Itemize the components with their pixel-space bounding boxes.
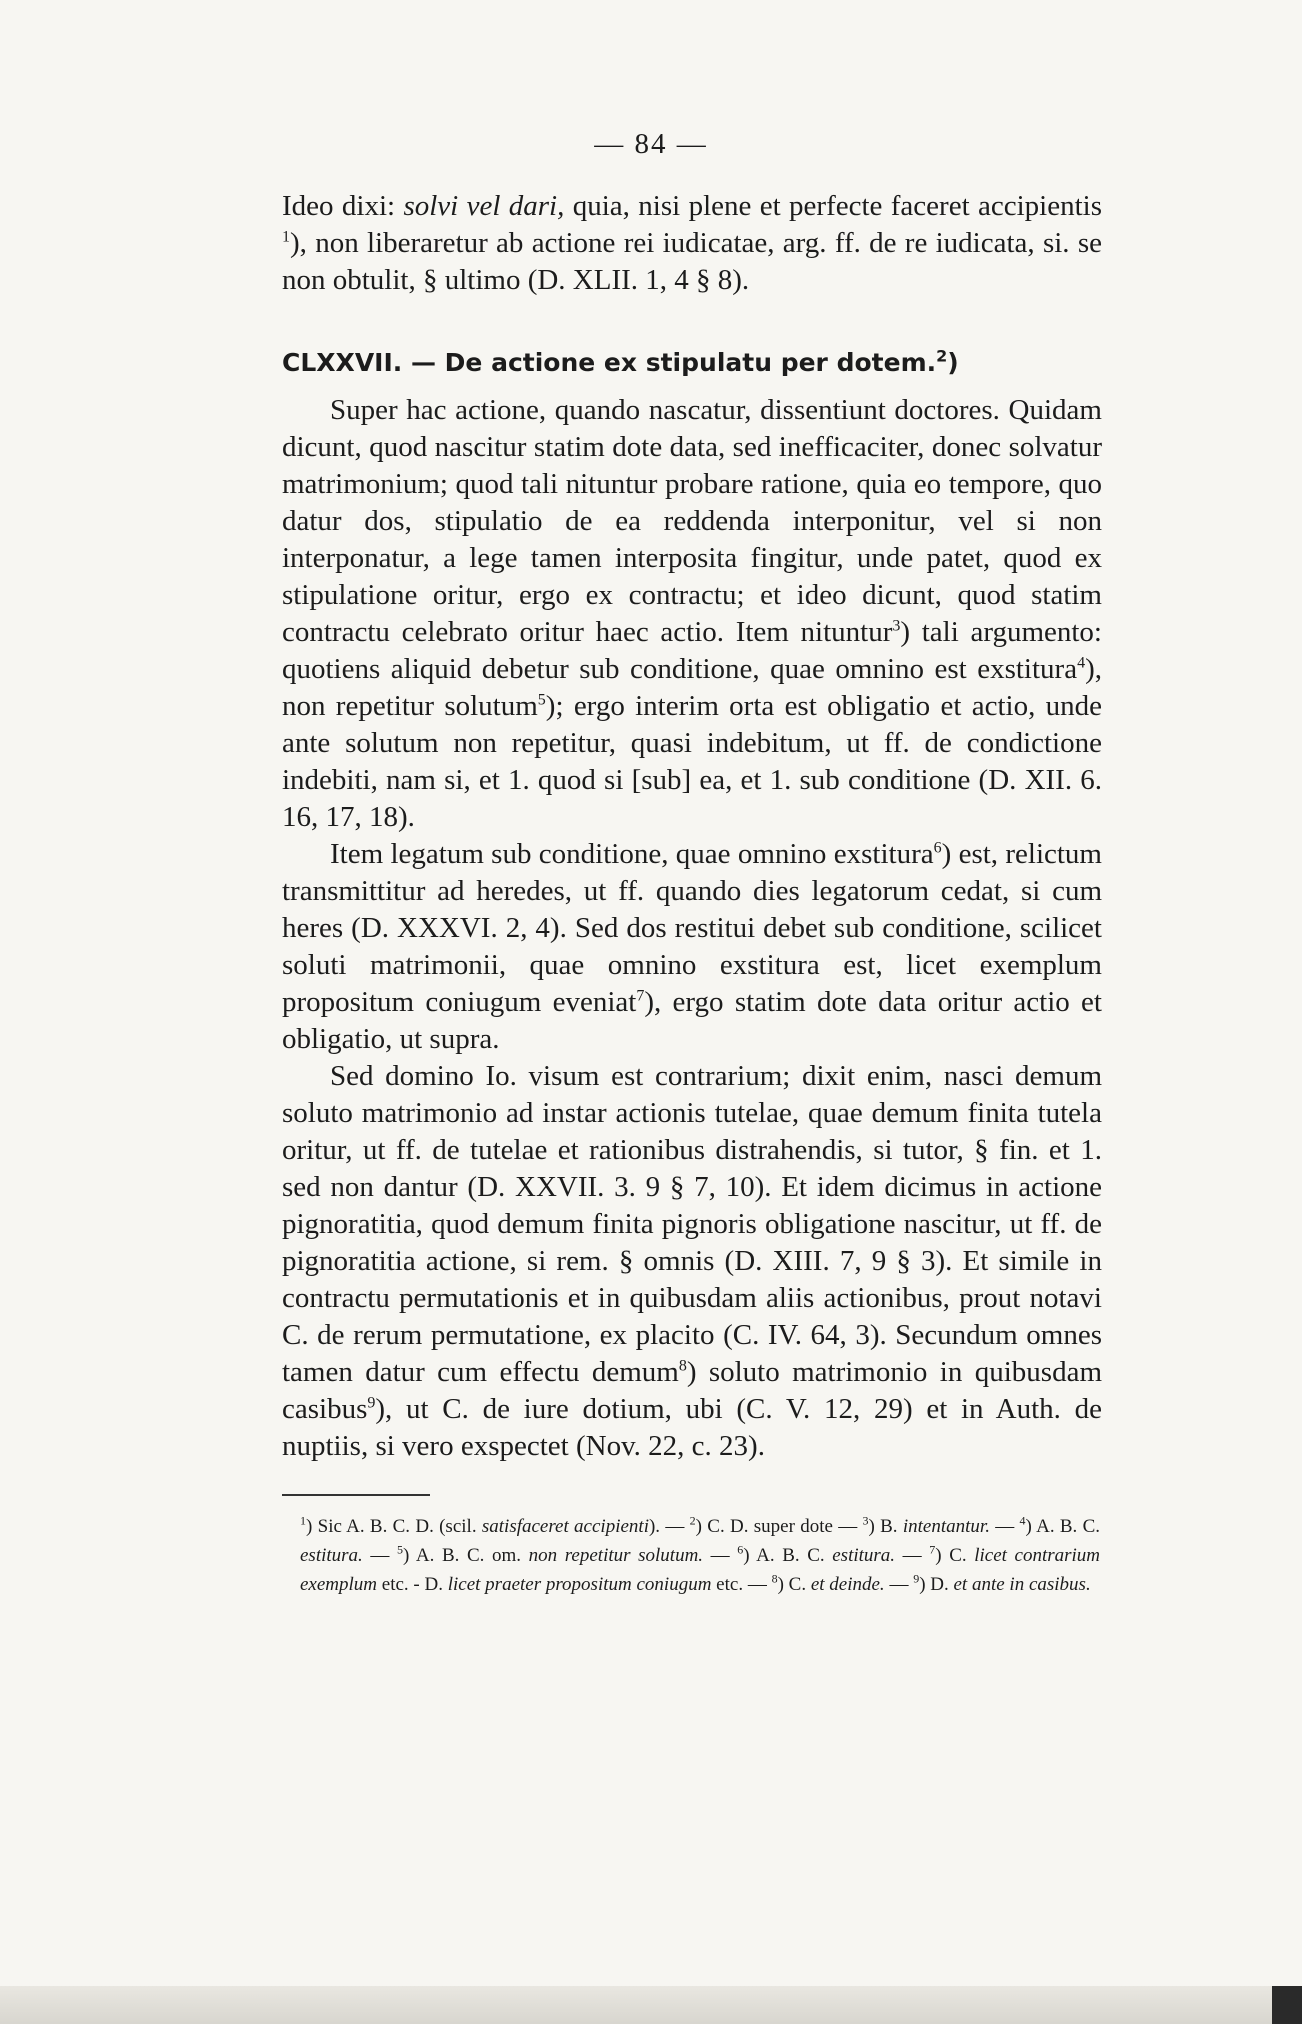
footnote-ref[interactable]: 2: [936, 346, 948, 366]
footnote: $^8$) C. et deinde.: [771, 1571, 885, 1595]
section-heading: CLXXVII. — De actione ex stipulatu per dotem.$^2$): [282, 346, 959, 377]
footnote-ref[interactable]: 5: [537, 691, 546, 709]
footnote-ref[interactable]: 1: [282, 228, 290, 246]
paragraph: Item legatum sub conditione, quae omnino exstitura$^6$) est, relictum transmittitur ad heredes, ut ff. quando dies legatorum cedat, si cum heres (D. XXXVI. 2, 4). Sed dos restitui debet sub conditione, scilicet soluti matrimonii, quae omnino exstitura est, licet exemplum propositum coniugum eveniat$^7$), ergo statim dote data oritur actio et obligatio, ut supra.: [282, 838, 1102, 1055]
footnote-ref[interactable]: 7: [636, 987, 645, 1005]
footnote: $^3$) B. intentantur.: [862, 1513, 990, 1537]
footnote: $^1$) Sic A. B. C. D. (scil. satisfaceret accipienti).: [300, 1513, 661, 1537]
footnote-ref[interactable]: 9: [367, 1394, 376, 1412]
footnote: $^2$) C. D. super dote: [689, 1513, 833, 1537]
footnote: $^9$) D. et ante in casibus.: [913, 1571, 1091, 1595]
intro-paragraph: Ideo dixi: solvi vel dari, quia, nisi plene et perfecte faceret accipientis $^1$), non liberaretur ab actione rei iudicatae, arg. ff. de re iudicata, si. se non obtulit, § ultimo (D. XLII. 1, 4 § 8).: [282, 190, 1103, 296]
footnote: $^4$) A. B. C. estitura.: [300, 1513, 1101, 1566]
scan-edge-shadow: [1272, 1986, 1302, 2024]
page-number: — 84 —: [594, 128, 708, 160]
footnote-ref[interactable]: 3: [892, 617, 901, 635]
footnote-ref[interactable]: 6: [933, 839, 942, 857]
footnotes: $^1$) Sic A. B. C. D. (scil. satisfaceret accipienti). — $^2$) C. D. super dote — $^3$) B. intentantur. — $^4$) A. B. C. estitura. — $^5$) A. B. C. om. non repetitur solutum. — $^6$) A. B. C. estitura. — $^7$) C. licet contrarium exemplum etc. - D. licet praeter propositum coniugum etc. — $^8$) C. et deinde. — $^9$) D. et ante in casibus.: [300, 1513, 1101, 1595]
footnote-ref[interactable]: 8: [678, 1357, 687, 1375]
footnote: $^5$) A. B. C. om. non repetitur solutum.: [397, 1542, 704, 1566]
paragraph: Super hac actione, quando nascatur, dissentiunt doctores. Quidam dicunt, quod nascitur statim dote data, sed inefficaciter, donec solvatur matrimonium; quod tali nituntur probare ratione, quia eo tempore, quo datur dos, stipulatio de ea reddenda interponitur, vel si non interponatur, a lege tamen interposita fingitur, unde patet, quod ex stipulatione oritur, ergo ex contractu; et ideo dicunt, quod statim contractu celebrato oritur haec actio. Item nituntur$^3$) tali argumento: quotiens aliquid debetur sub conditione, quae omnino est exstitura$^4$), non repetitur solutum$^5$); ergo interim orta est obligatio et actio, unde ante solutum non repetitur, quasi indebitum, ut ff. de condictione indebiti, nam si, et 1. quod si [sub] ea, et 1. sub conditione (D. XII. 6. 16, 17, 18).: [282, 394, 1102, 833]
paragraph: Sed domino Io. visum est contrarium; dixit enim, nasci demum soluto matrimonio ad instar actionis tutelae, quae demum finita tutela oritur, ut ff. de tutelae et rationibus distrahendis, si tutor, § fin. et 1. sed non dantur (D. XXVII. 3. 9 § 7, 10). Et idem dicimus in actione pignoratitia, quod demum finita pignoris obligatione nascitur, ut ff. de pignoratitia actione, si rem. § omnis (D. XIII. 7, 9 § 3). Et simile in contractu permutationis et in quibusdam aliis actionibus, prout notavi C. de rerum permutatione, ex placito (C. IV. 64, 3). Secundum omnes tamen datur cum effectu demum$^8$) soluto matrimonio in quibusdam casibus$^9$), ut C. de iure dotium, ubi (C. V. 12, 29) et in Auth. de nuptiis, si vero exspectet (Nov. 22, c. 23).: [282, 1060, 1102, 1462]
footnote-divider: [282, 1494, 430, 1496]
footnote: $^6$) A. B. C. estitura.: [737, 1542, 896, 1566]
section-body: [282, 392, 1102, 1465]
scan-edge: [0, 1986, 1302, 2024]
footnote-ref[interactable]: 4: [1077, 654, 1086, 672]
footnote: $^7$) C. licet contrarium exemplum etc. - D. licet praeter propositum coniugum etc.: [300, 1542, 1101, 1595]
